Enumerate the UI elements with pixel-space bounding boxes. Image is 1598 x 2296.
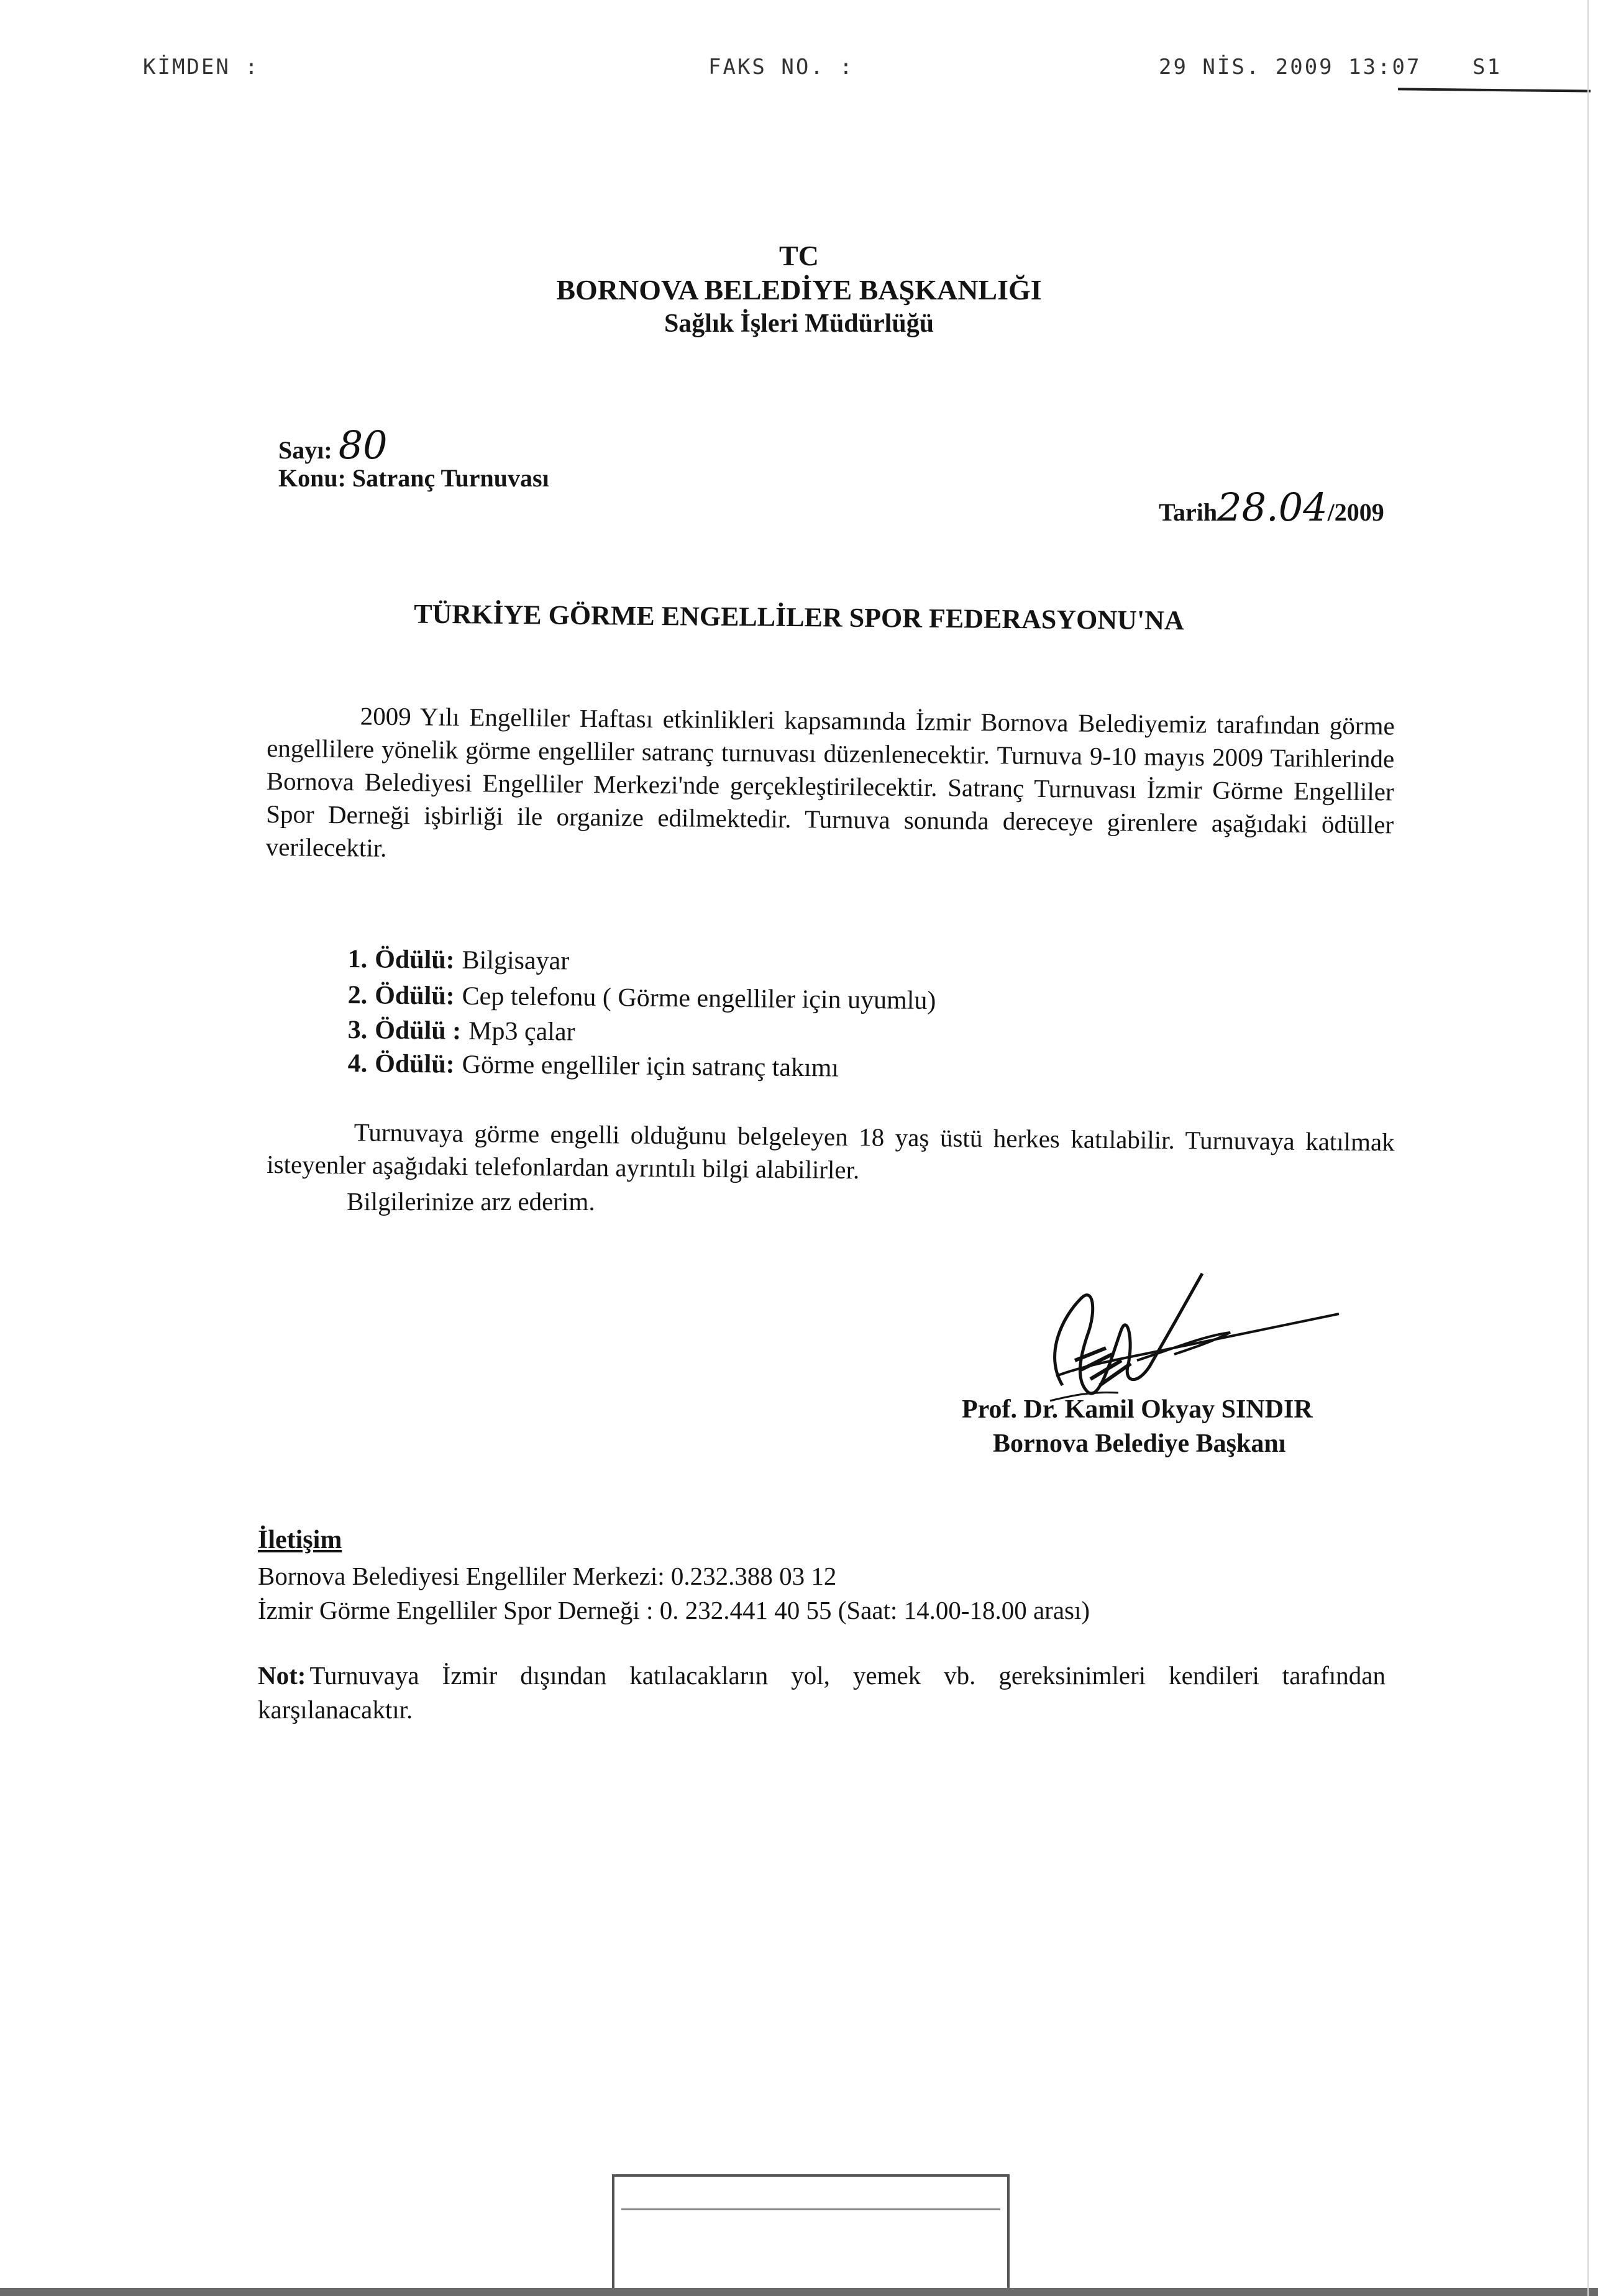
fax-page-number: S1 bbox=[1472, 55, 1502, 80]
contact-heading: İletişim bbox=[258, 1526, 342, 1554]
sayi-label: Sayı: bbox=[278, 436, 332, 464]
prize-text: Mp3 çalar bbox=[468, 1016, 575, 1047]
prize-number: 4. bbox=[347, 1049, 368, 1078]
fax-header-underline bbox=[1398, 88, 1591, 92]
contact-line: Bornova Belediyesi Engelliler Merkezi: 0.232.388 03 12 bbox=[258, 1562, 837, 1590]
prize-text: Bilgisayar bbox=[462, 945, 570, 976]
tarih-label: Tarih bbox=[1159, 498, 1218, 526]
letterhead-municipality: BORNOVA BELEDİYE BAŞKANLIĞI bbox=[556, 274, 1042, 306]
prize-label: Ödülü: bbox=[375, 945, 455, 975]
scan-right-edge bbox=[1587, 0, 1589, 2296]
closing-line: Bilgilerinize arz ederim. bbox=[347, 1187, 595, 1216]
prize-item bbox=[348, 1049, 839, 1083]
date-line bbox=[1159, 485, 1384, 530]
contact-line: İzmir Görme Engelliler Spor Derneği : 0. 232.441 40 55 (Saat: 14.00-18.00 arası) bbox=[258, 1596, 1090, 1624]
prize-number: 1. bbox=[347, 945, 368, 974]
body-paragraph-2: Turnuvaya görme engelli olduğunu belgeleyen 18 yaş üstü herkes katılabilir. Turnuvaya katılmak isteyenler aşağıdaki telefonlardan ayrıntılı bilgi alabilirler. bbox=[267, 1118, 1395, 1185]
letterhead-department: Sağlık İşleri Müdürlüğü bbox=[664, 309, 934, 338]
prize-item bbox=[348, 944, 570, 976]
prize-text: Cep telefonu ( Görme engelliler için uyumlu) bbox=[462, 982, 936, 1016]
prize-number: 3. bbox=[347, 1016, 368, 1045]
prize-number: 2. bbox=[347, 981, 368, 1010]
fax-from-label: KİMDEN : bbox=[143, 55, 260, 80]
signatory-name: Prof. Dr. Kamil Okyay SINDIR bbox=[962, 1395, 1313, 1424]
tarih-handwritten-value: 28.04 bbox=[1217, 485, 1328, 530]
prize-item bbox=[348, 980, 936, 1016]
note bbox=[258, 1659, 1386, 1727]
letterhead-tc: TC bbox=[779, 240, 819, 271]
fax-number-label: FAKS NO. : bbox=[708, 55, 854, 80]
subject-line: Konu: Satranç Turnuvası bbox=[278, 464, 549, 492]
signatory-title: Bornova Belediye Başkanı bbox=[993, 1429, 1286, 1458]
reference-number bbox=[278, 422, 388, 468]
sayi-handwritten-value: 80 bbox=[338, 422, 388, 468]
handwritten-signature bbox=[988, 1261, 1348, 1416]
prize-label: Ödülü: bbox=[375, 1049, 455, 1079]
scan-artifact-line bbox=[621, 2184, 1000, 2210]
fax-datetime: 29 NİS. 2009 13:07 bbox=[1159, 55, 1422, 80]
addressee: TÜRKİYE GÖRME ENGELLİLER SPOR FEDERASYONU'NA bbox=[414, 598, 1184, 636]
tarih-year: /2009 bbox=[1327, 498, 1384, 526]
prize-item bbox=[348, 1015, 575, 1047]
scan-bottom-edge bbox=[0, 2288, 1598, 2296]
prize-label: Ödülü : bbox=[375, 1016, 462, 1046]
body-paragraph-1: 2009 Yılı Engelliler Haftası etkinlikleri kapsamında İzmir Bornova Belediyemiz tarafından görme engellilere yönelik görme engelliler satranç turnuvası düzenlenecektir. Turnuva 9-10 mayıs 2009 Tarihlerinde Bornova Belediyesi Engelliler Merkezi'nde gerçekleştirilecektir. Satranç Turnuvası İzmir Görme Engelliler Spor Derneği işbirliği ile organize edilmektedir. Turnuva sonunda dereceye girenlere aşağıdaki ödüller verilecektir. bbox=[265, 701, 1395, 862]
prize-label: Ödülü: bbox=[375, 981, 455, 1011]
note-label: Not: bbox=[258, 1661, 306, 1690]
prize-text: Görme engelliler için satranç takımı bbox=[462, 1050, 839, 1083]
note-text: Turnuvaya İzmir dışından katılacakların yol, yemek vb. gereksinimleri kendileri tarafından karşılanacaktır. bbox=[258, 1661, 1386, 1724]
